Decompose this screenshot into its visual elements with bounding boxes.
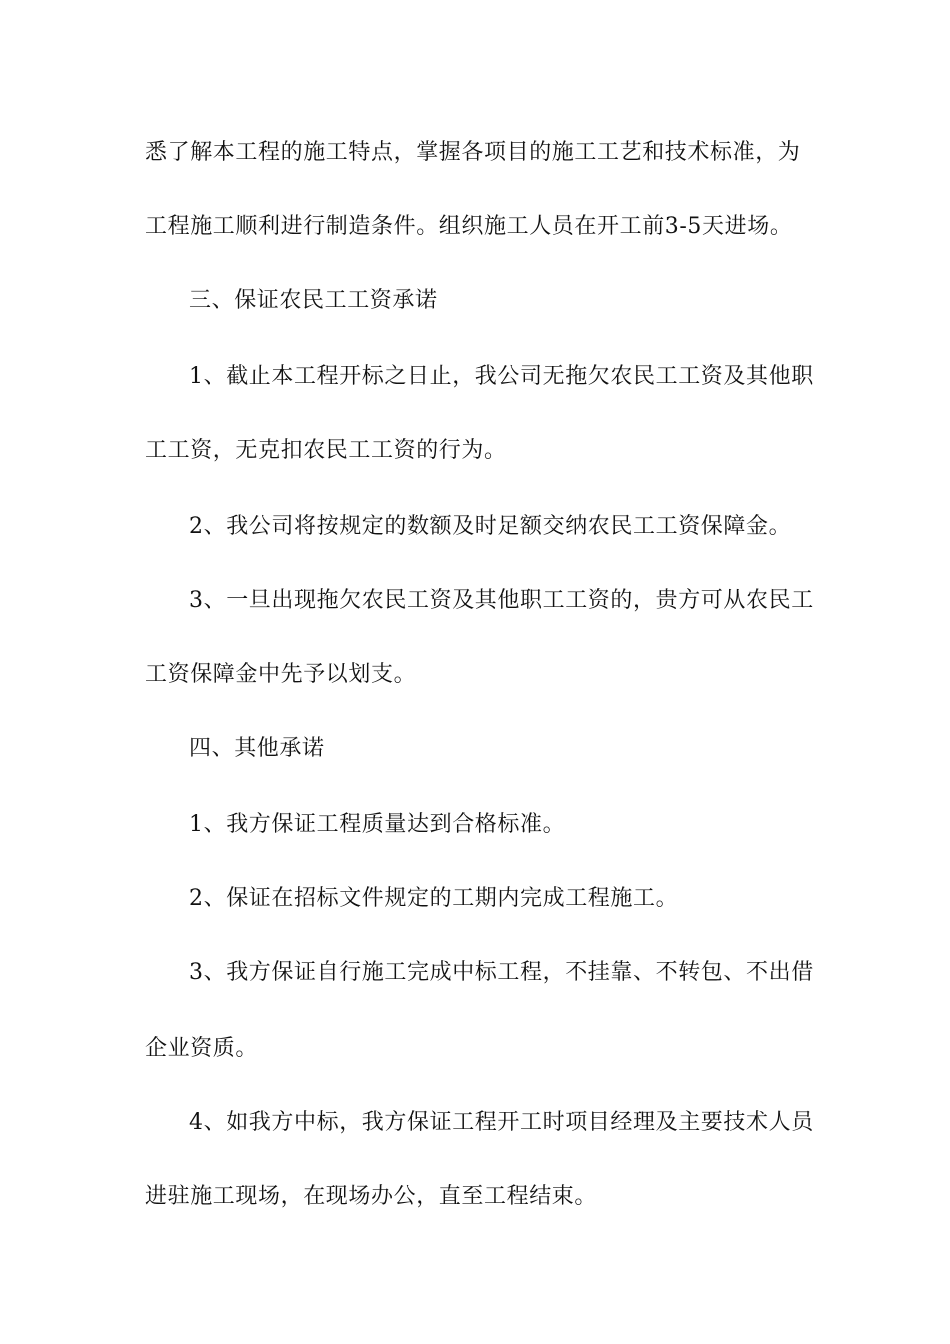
- section-heading: 三、保证农民工工资承诺: [189, 288, 438, 313]
- body-text-line: 工工资，无克扣农民工工资的行为。: [145, 438, 507, 463]
- body-text-line: 进驻施工现场，在现场办公，直至工程结束。: [145, 1184, 598, 1209]
- list-item: 3、一旦出现拖欠农民工资及其他职工工资的，贵方可从农民工: [189, 588, 814, 613]
- body-text-line: 工程施工顺利进行制造条件。组织施工人员在开工前3-5天进场。: [145, 214, 793, 239]
- list-item: 1、截止本工程开标之日止，我公司无拖欠农民工工资及其他职: [189, 364, 814, 389]
- list-item: 2、保证在招标文件规定的工期内完成工程施工。: [189, 886, 679, 911]
- body-text-line: 企业资质。: [145, 1036, 259, 1061]
- list-item: 3、我方保证自行施工完成中标工程，不挂靠、不转包、不出借: [189, 960, 814, 985]
- body-text-line: 悉了解本工程的施工特点，掌握各项目的施工工艺和技术标准，为: [145, 140, 801, 165]
- list-item: 4、如我方中标，我方保证工程开工时项目经理及主要技术人员: [189, 1110, 814, 1135]
- list-item: 1、我方保证工程质量达到合格标准。: [189, 812, 566, 837]
- section-heading: 四、其他承诺: [189, 736, 325, 761]
- list-item: 2、我公司将按规定的数额及时足额交纳农民工工资保障金。: [189, 514, 792, 539]
- body-text-line: 工资保障金中先予以划支。: [145, 662, 417, 687]
